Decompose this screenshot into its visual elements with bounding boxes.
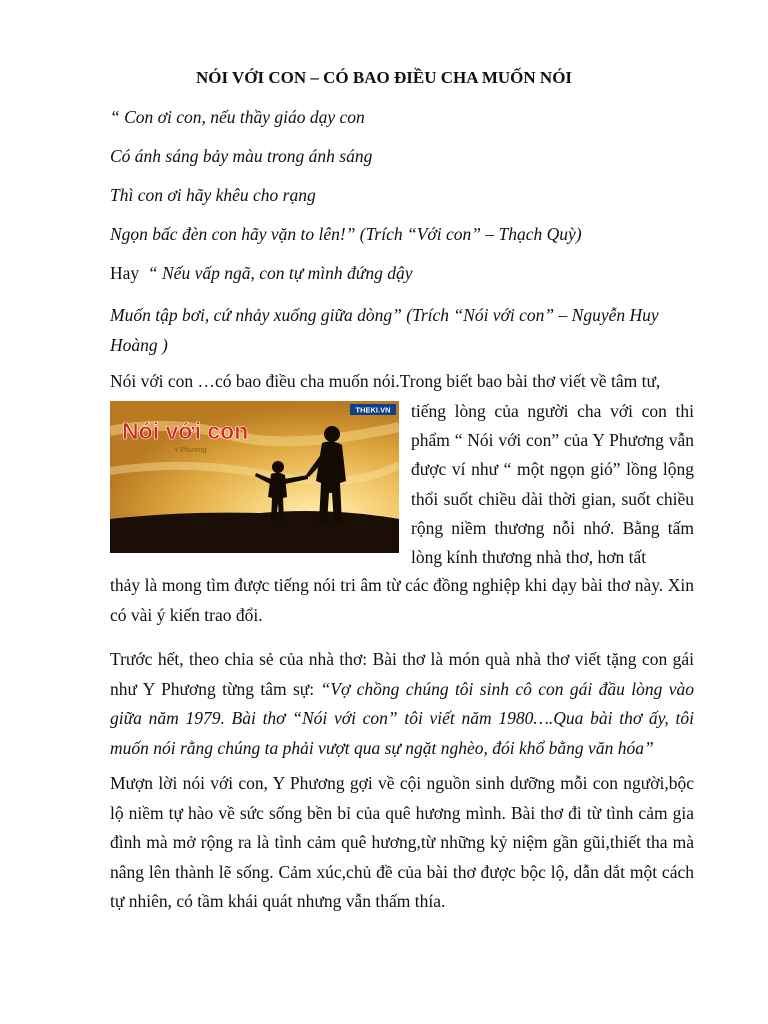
poem-line-5: “ Nếu vấp ngã, con tự mình đứng dậy [147,263,413,283]
hill-silhouette [110,511,399,553]
poem-illustration [110,401,399,553]
intro-first-line: Nói với con …có bao điều cha muốn nói.Trong biết bao bài thơ viết về tâm tư, [110,371,661,391]
paragraph-3: Mượn lời nói với con, Y Phương gợi về cội nguồn sinh dưỡng mỗi con người,bộc lộ niềm tự hào về sức sống bền bỉ của quê hương mình. Bài thơ đi từ tình cảm gia đình mà mở rộng ra là tình cảm quê hương,từ những kỷ niệm gần gũi,thiết tha mà nâng lên thành lẽ sống. Cảm xúc,chủ đề của bài thơ được bộc lộ, dẫn dắt một cách tự nhiên, có tầm khái quát nhưng vẫn thấm thía. [110,773,694,911]
paragraph-2-quote: “Vợ chồng chúng tôi sinh cô con gái đầu lòng vào giữa năm 1979. Bài thơ “Nói với con” tôi viết năm 1980….Qua bài thơ ấy, tôi muốn nói rằng chúng ta phải vượt qua sự ngặt nghèo, đói khổ bằng văn hóa” [110,678,694,758]
page-title: NÓI VỚI CON – CÓ BAO ĐIỀU CHA MUỐN NÓI [195,68,573,87]
poem-line-4: Ngọn bấc đèn con hãy vặn to lên!” (Trích “Với con” – Thạch Quỳ) [110,224,582,244]
image-title-text: Nói với con [122,418,249,444]
hay-prefix: Hay [110,263,140,283]
image-subtitle-text: Y Phương [174,447,207,454]
poem-line-2: Có ánh sáng bảy màu trong ánh sáng [110,146,373,166]
poem-hay-line [110,263,412,284]
intro-wrapped-text: tiếng lòng của người cha với con thi phẩm “ Nói với con” của Y Phương vẫn được ví như “ một ngọn gió” lồng lộng thổi suốt chiều dài thời gian, suốt chiều rộng niềm thương nỗi nhớ. Bằng tấm lòng kính thương nhà thơ, hơn tất [411,401,694,568]
paragraph-2-text: Trước hết, theo chia sẻ của nhà thơ: Bài thơ là món quà nhà thơ viết tặng con gái như Y Phương từng tâm sự: [110,649,694,699]
poem-line-6: Muốn tập bơi, cứ nhảy xuống giữa dòng” (Trích “Nói với con” – Nguyễn Huy Hoàng ) [110,305,659,355]
poem-line-1: “ Con ơi con, nếu thầy giáo dạy con [110,107,365,127]
site-badge-text: THEKI.VN [355,405,391,415]
intro-rest: thảy là mong tìm được tiếng nói tri âm từ các đồng nghiệp khi dạy bài thơ này. Xin có vài ý kiến trao đổi. [110,575,694,625]
paragraph-2 [110,645,694,763]
poem-line-3: Thì con ơi hãy khêu cho rạng [110,185,316,205]
